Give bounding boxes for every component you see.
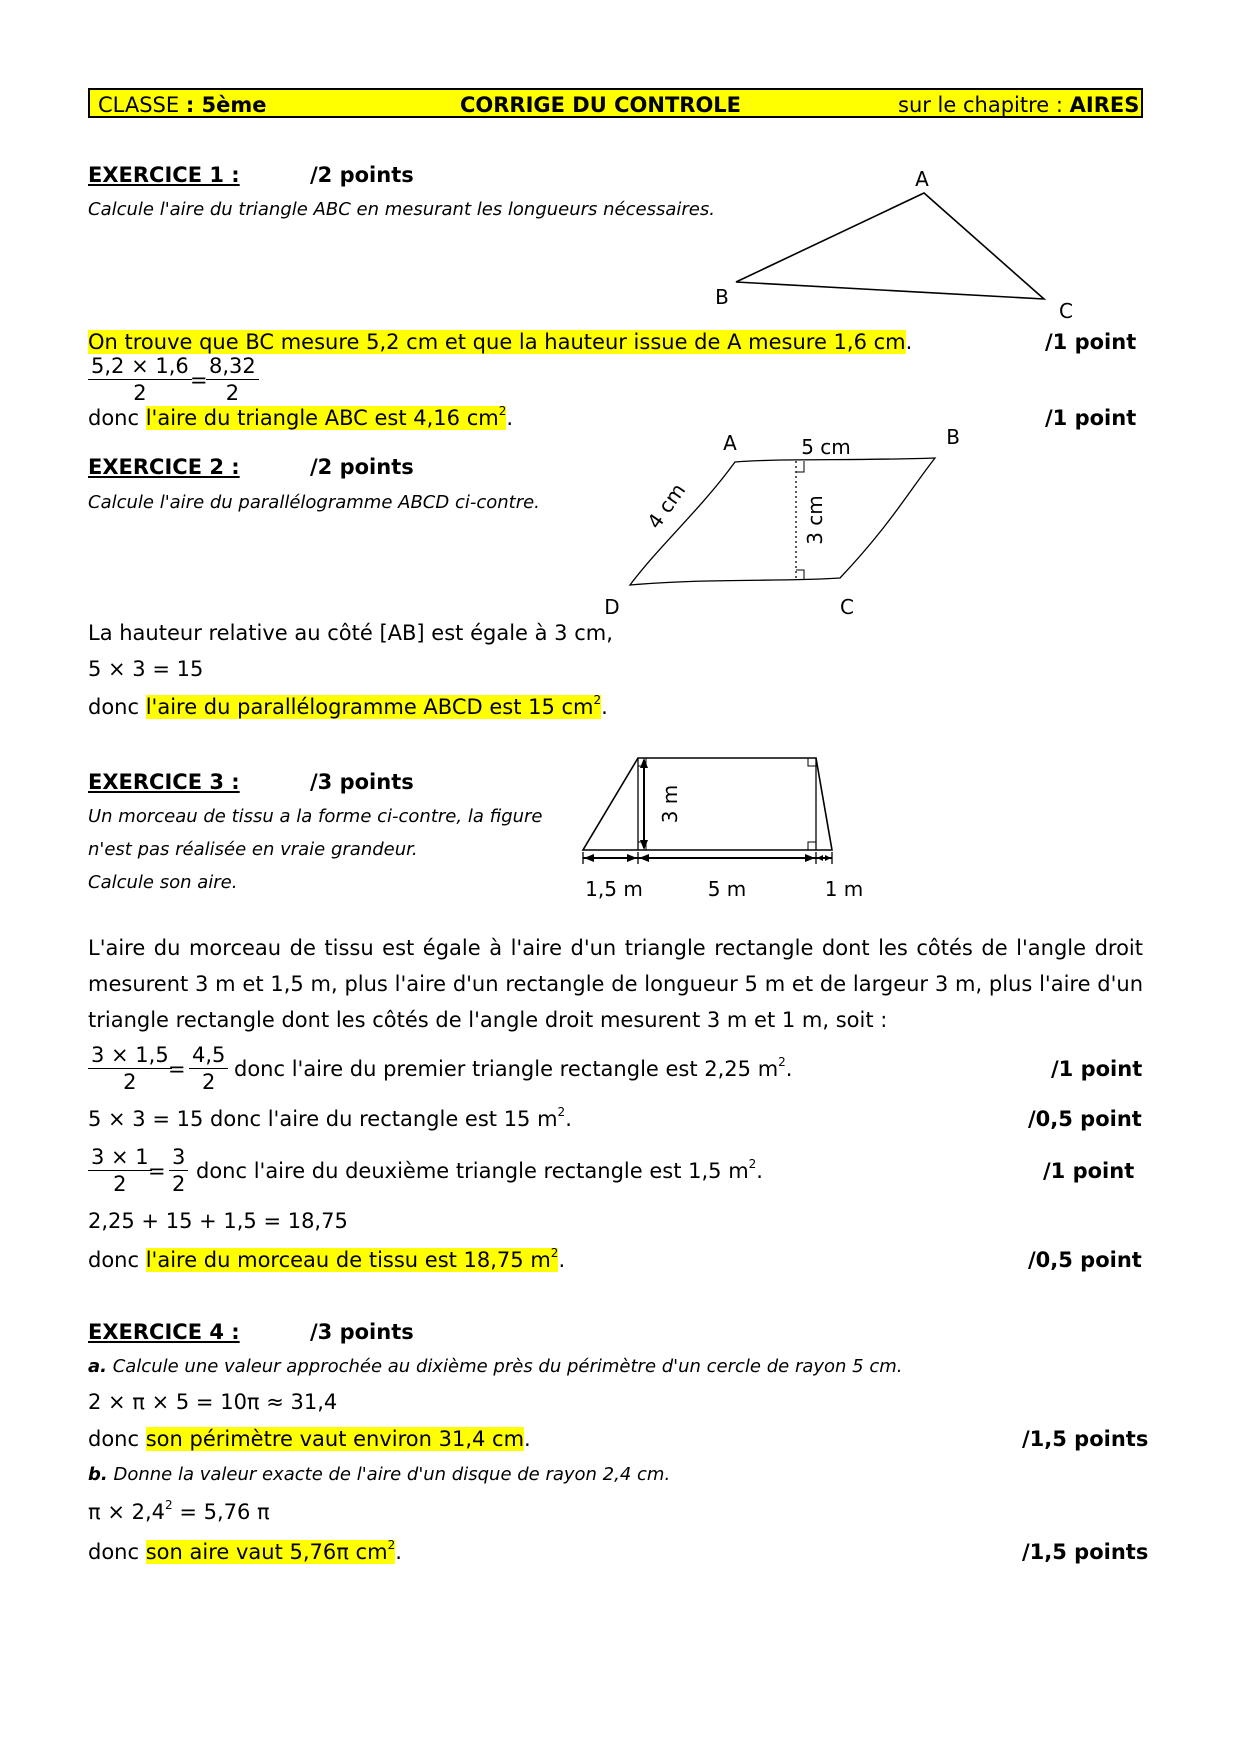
ex3-answer: donc l'aire du morceau de tissu est 18,75 $m^2$. (88, 1246, 566, 1272)
ex1-statement: Calcule l'aire du triangle ABC en mesurant les longueurs nécessaires. (88, 199, 715, 220)
ex2-line1: La hauteur relative au côté [AB] est égale à 3 cm, (88, 621, 613, 645)
chapter-label: sur le chapitre : AIRES (898, 93, 1140, 117)
ex4-a-statement: a. Calcule une valeur approchée au dixième près du périmètre d'un cercle de rayon 5 cm. (88, 1356, 903, 1377)
height-arrow-head-up (640, 758, 648, 768)
arrow-head (805, 854, 815, 862)
ex3-trapezoid-figure (580, 750, 880, 910)
ex3-fraction2: $\frac{4,5}{2}$ (189, 1043, 228, 1094)
ex3-fraction3: $\frac{3 \times 1}{2}$ (88, 1145, 152, 1196)
ex2-title: EXERCICE 2 : (88, 455, 240, 479)
parallelogram-abcd (630, 458, 935, 585)
ex2-parallelogram-figure (590, 420, 960, 620)
ex3-equals1: = (168, 1057, 186, 1081)
label-c: C (840, 595, 854, 619)
ex3-paragraph: L'aire du morceau de tissu est égale à l'aire d'un triangle rectangle dont les côtés de l'angle droit mesurent 3 m et 1,5 m, plus l'aire d'un rectangle de longueur 5 m et de largeur 3 m, plus l'aire d'un triangle rectangle dont les côtés de l'angle droit mesurent 3 m et 1 m, soit : (88, 936, 1143, 1032)
label-height: 3 m (658, 784, 682, 824)
ex1-answer2: donc l'aire du triangle ABC est 4,16 $cm^2$. (88, 404, 514, 430)
page-title: CORRIGE DU CONTROLE (460, 93, 742, 117)
ex2-answer: donc l'aire du parallélogramme ABCD est 15 $cm^2$. (88, 693, 608, 719)
ex1-title: EXERCICE 1 : (88, 163, 240, 187)
label-b: B (715, 285, 729, 309)
label-base-3: 1 m (824, 877, 864, 901)
ex2-points: /2 points (310, 455, 414, 479)
ex2-line2: 5 × 3 = 15 (88, 657, 204, 681)
label-a: A (723, 431, 737, 455)
ex4-points: /3 points (310, 1320, 414, 1344)
ex1-points2: /1 point (1045, 406, 1137, 430)
ex4-b-answer: donc son aire vaut 5,76π $cm^2$. (88, 1538, 402, 1564)
arrow-head (639, 854, 649, 862)
label-base-1: 1,5 m (585, 877, 643, 901)
ex3-statement-3: Calcule son aire. (88, 872, 238, 893)
ex3-line3: donc l'aire du deuxième triangle rectangle est 1,5 $m^2$. (196, 1157, 763, 1183)
ex3-points1: /1 point (1051, 1057, 1143, 1081)
ex3-fraction4: $\frac{3}{2}$ (169, 1145, 188, 1196)
ex1-equals: = (190, 368, 208, 392)
label-a: A (915, 167, 929, 191)
triangle-abc (736, 193, 1044, 299)
ex1-fraction1: $\frac{5,2 \times 1,6}{2}$ (88, 354, 192, 405)
right-angle-top (796, 461, 804, 472)
ex3-statement-1: Un morceau de tissu a la forme ci-contre, la figure (88, 806, 543, 827)
label-c: C (1059, 299, 1073, 323)
arrow-head (817, 855, 823, 861)
arrow-head (825, 855, 831, 861)
label-ad-length: 4 cm (642, 478, 691, 534)
ex3-sum: 2,25 + 15 + 1,5 = 18,75 (88, 1209, 348, 1233)
trapezoid-shape (583, 758, 832, 850)
classe-label: CLASSE : 5ème (98, 93, 267, 117)
right-angle-bottom (796, 570, 804, 580)
label-d: D (604, 595, 620, 619)
label-base-2: 5 m (707, 877, 747, 901)
ex1-points: /2 points (310, 163, 414, 187)
ex3-title: EXERCICE 3 : (88, 770, 240, 794)
ex3-points4: /0,5 point (1028, 1248, 1142, 1272)
ex3-line1: donc l'aire du premier triangle rectangle est 2,25 $m^2$. (234, 1055, 793, 1081)
ex2-statement: Calcule l'aire du parallélogramme ABCD ci-contre. (88, 492, 540, 513)
ex1-answer1: On trouve que BC mesure 5,2 cm et que la hauteur issue de A mesure 1,6 cm. (88, 330, 913, 354)
label-height: 3 cm (803, 495, 827, 545)
right-angle-tr (808, 758, 816, 766)
ex1-points1: /1 point (1045, 330, 1137, 354)
ex4-a-answer: donc son périmètre vaut environ 31,4 cm. (88, 1427, 531, 1451)
ex3-points: /3 points (310, 770, 414, 794)
ex1-fraction2: $\frac{8,32}{2}$ (206, 354, 259, 405)
ex3-line2: 5 × 3 = 15 donc l'aire du rectangle est 15 $m^2$. (88, 1105, 572, 1131)
ex4-a-points: /1,5 points (1022, 1427, 1149, 1451)
ex4-title: EXERCICE 4 : (88, 1320, 240, 1344)
ex4-b-calc: $\pi \times 2,4^2 = 5,76$ π (88, 1498, 270, 1524)
ex3-fraction1: $\frac{3 \times 1,5}{2}$ (88, 1043, 172, 1094)
ex4-b-statement: b. Donne la valeur exacte de l'aire d'un disque de rayon 2,4 cm. (88, 1464, 671, 1485)
label-ab-length: 5 cm (801, 435, 851, 459)
ex3-statement-2: n'est pas réalisée en vraie grandeur. (88, 839, 418, 860)
ex4-b-points: /1,5 points (1022, 1540, 1149, 1564)
ex1-triangle-figure (700, 160, 1100, 330)
header-banner (88, 88, 1143, 118)
ex4-a-calc: 2 × π × 5 = 10π ≈ 31,4 (88, 1390, 338, 1414)
arrow-head (584, 854, 594, 862)
right-angle-br (808, 842, 816, 850)
ex3-points2: /0,5 point (1028, 1107, 1142, 1131)
ex3-equals2: = (148, 1159, 166, 1183)
height-arrow-head-down (640, 840, 648, 850)
ex3-points3: /1 point (1043, 1159, 1135, 1183)
arrow-head (627, 854, 637, 862)
label-b: B (946, 425, 960, 449)
